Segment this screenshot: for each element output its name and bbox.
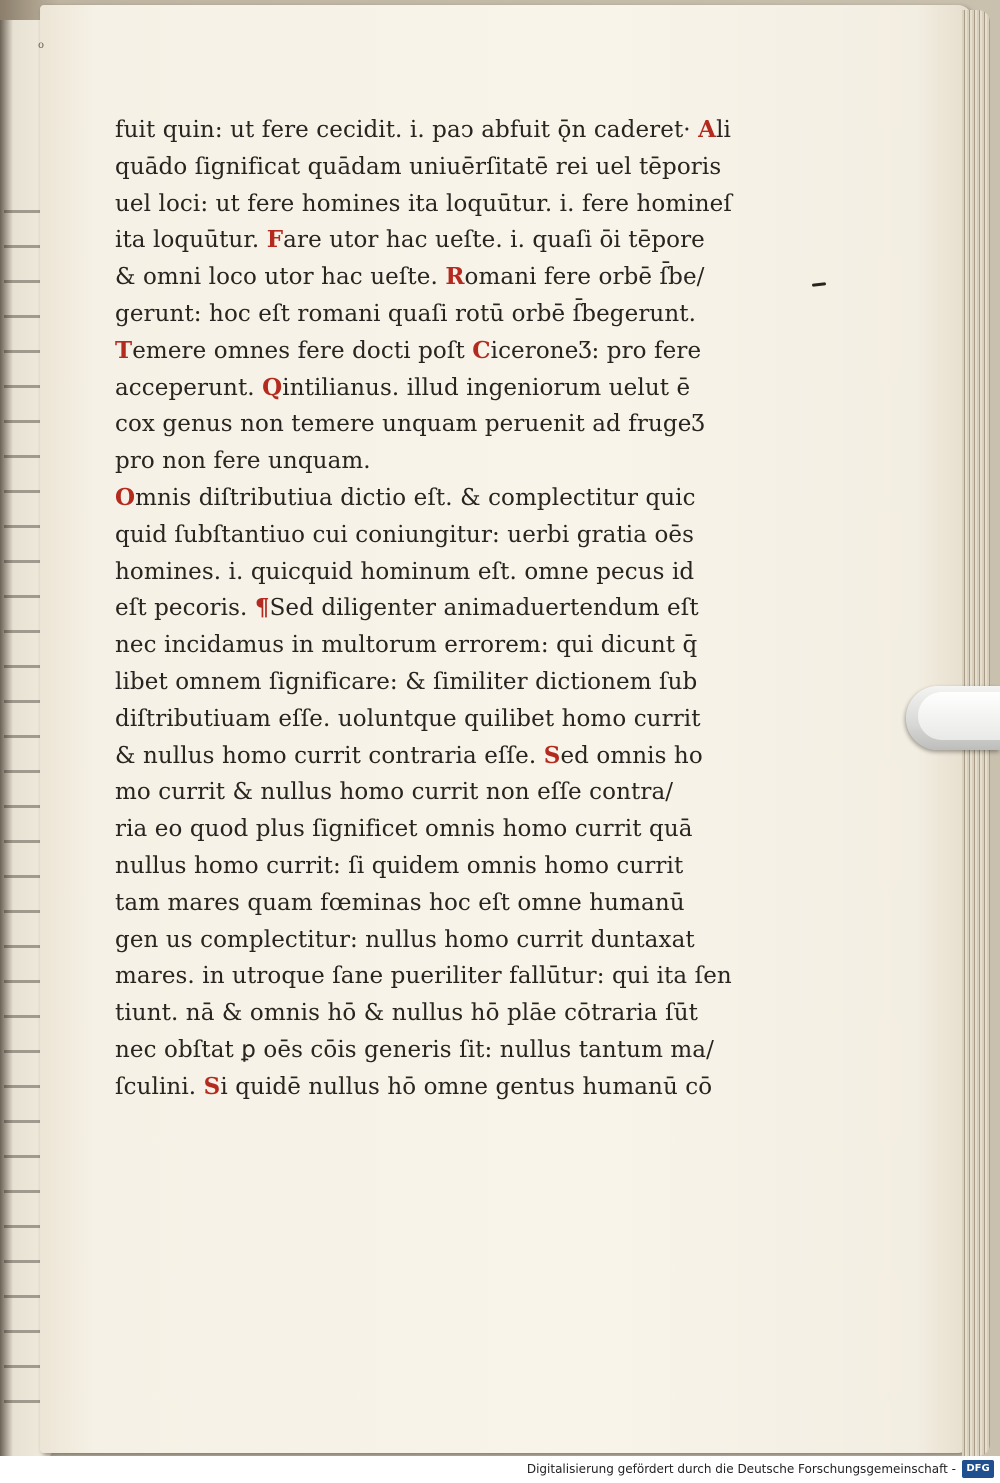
line-text: gen us complectitur: nullus homo currit duntaxat	[115, 926, 695, 953]
text-line	[115, 186, 755, 223]
text-line	[115, 149, 755, 186]
text-line	[115, 480, 755, 517]
line-text: ria eo quod plus ſignificet omnis homo currit quā	[115, 816, 693, 843]
text-line	[115, 627, 755, 664]
line-text: omani fere orbē ſ̄be/	[464, 264, 705, 291]
text-line	[115, 259, 755, 296]
line-text: tam mares quam fœminas hoc eſt omne humanū	[115, 889, 685, 916]
line-text: nullus homo currit: ſi quidem omnis homo currit	[115, 852, 684, 879]
rubric-initial: C	[472, 336, 491, 364]
text-line	[115, 995, 755, 1032]
line-text: mnis diſtributiua dictio eſt. & complectitur quic	[135, 484, 696, 511]
text-line	[115, 922, 755, 959]
line-text: fuit quin: ut fere cecidit. i. paↄ abfuit ǭn caderet·	[115, 117, 699, 143]
text-line	[115, 1032, 755, 1069]
rubric-initial: T	[115, 336, 133, 364]
line-text: nec incidamus in multorum errorem: qui dicunt q̄	[115, 632, 698, 659]
text-line	[115, 811, 755, 848]
line-text: emere omnes fere docti poſt	[132, 337, 473, 364]
line-text: i quidē nullus hō omne gentus humanū cō	[220, 1073, 713, 1100]
line-text: quādo ſignificat quādam uniuērſitatē rei uel tēporis	[115, 153, 722, 180]
text-line	[115, 517, 755, 554]
line-text: ed omnis ho	[560, 742, 703, 769]
line-text-pre: & omni loco utor hac ueſte.	[115, 264, 446, 291]
line-text-post: li	[716, 117, 732, 143]
line-text: diſtributiuam eſſe. uoluntque quilibet homo currit	[115, 705, 701, 732]
text-line	[115, 738, 755, 775]
line-text-pre: ſculini.	[115, 1073, 204, 1100]
funding-notice: Digitalisierung gefördert durch die Deutsche Forschungsgemeinschaft -	[526, 1462, 956, 1476]
line-text: Sed diligenter animaduertendum eſt	[269, 595, 699, 622]
rubric-initial: Q	[262, 373, 283, 401]
text-line	[115, 1069, 755, 1106]
line-text: nec obſtat ꝑ oēs cōis generis ſit: nullus tantum ma/	[115, 1036, 714, 1063]
line-text: are utor hac ueſte. i. quaſi ōi tēpore	[283, 227, 705, 254]
dfg-logo: DFG	[962, 1460, 994, 1478]
printed-text-block	[115, 112, 755, 1106]
text-line	[115, 701, 755, 738]
line-text: gerunt: hoc eſt romani quaſi rotū orbē ſ̄begerunt.	[115, 300, 697, 327]
text-line	[115, 296, 755, 333]
line-text-pre: ita loquūtur.	[115, 227, 267, 254]
rubric-initial: ¶	[254, 594, 270, 622]
line-text-pre: acceperunt.	[115, 374, 263, 401]
line-text: mares. in utroque ſane pueriliter fallūtur: qui ita ſen	[115, 963, 732, 990]
line-text: tiunt. nā & omnis hō & nullus hō plāe cōtraria ſūt	[115, 1000, 698, 1027]
line-text-pre: eſt pecoris.	[115, 595, 255, 622]
line-text-pre: & nullus homo currit contraria eſſe.	[115, 742, 544, 769]
bookmark-ribbon-highlight	[918, 692, 1000, 740]
text-line	[115, 406, 755, 443]
rubric-initial: A	[698, 116, 717, 143]
text-line	[115, 590, 755, 627]
text-line	[115, 774, 755, 811]
rubric-initial: S	[203, 1072, 221, 1100]
text-line	[115, 370, 755, 407]
text-line	[115, 664, 755, 701]
rubric-initial: F	[266, 226, 284, 254]
line-text: intilianus. illud ingeniorum uelut ē	[282, 374, 691, 401]
line-text: quid ſubſtantiuo cui coniungitur: uerbi gratia oēs	[115, 521, 695, 548]
folio-mark: o	[38, 40, 45, 51]
footer-bar	[0, 1456, 1000, 1483]
line-text: homines. i. quicquid hominum eſt. omne pecus id	[115, 558, 695, 585]
line-text: cox genus non temere unquam peruenit ad frugeƷ	[115, 411, 705, 438]
text-line	[115, 443, 755, 480]
line-text: pro non fere unquam.	[115, 448, 371, 475]
rubric-initial: O	[115, 483, 136, 511]
line-text: libet omnem ſignificare: & ſimiliter dictionem ſub	[115, 668, 698, 695]
text-line	[115, 112, 755, 149]
line-text-post: iceroneƷ: pro fere	[490, 337, 702, 364]
text-line	[115, 885, 755, 922]
rubric-initial: R	[445, 263, 465, 291]
rubric-initial: S	[543, 741, 561, 769]
text-line	[115, 554, 755, 591]
text-line	[115, 848, 755, 885]
line-text: uel loci: ut fere homines ita loquūtur. i. fere homineſ	[115, 190, 732, 217]
text-line	[115, 958, 755, 995]
text-line	[115, 222, 755, 259]
text-line	[115, 333, 755, 370]
line-text: mo currit & nullus homo currit non eſſe contra/	[115, 779, 674, 806]
